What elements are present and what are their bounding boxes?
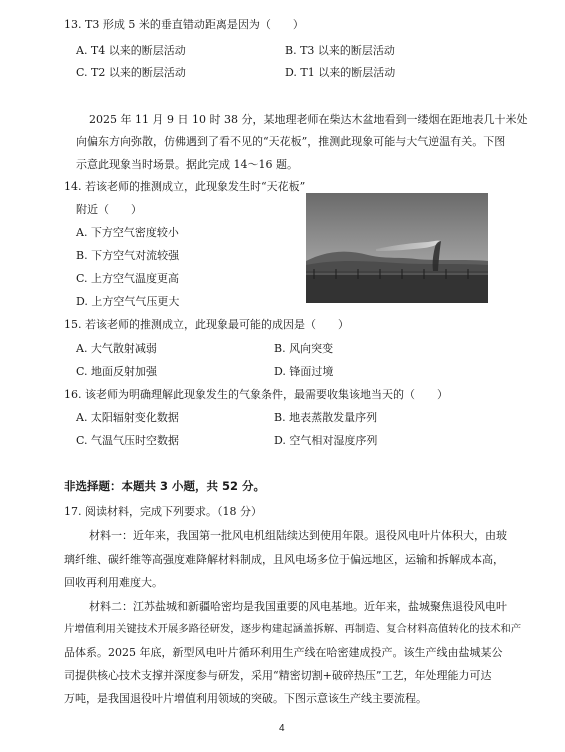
material-intro-line-2: 向偏东方向弥散，仿佛遇到了看不见的“天花板”，推测此现象可能与大气逆温有关。下图 xyxy=(76,135,506,148)
section-heading: 非选择题：本题共 3 小题，共 52 分。 xyxy=(64,479,266,493)
q15-option-c: C. 地面反射加强 xyxy=(76,365,158,378)
material-intro-line-3: 示意此现象当时场景。据此完成 14～16 题。 xyxy=(76,158,298,171)
q14-option-c: C. 上方空气温度更高 xyxy=(76,272,180,285)
material-intro-line-1: 2025 年 11 月 9 日 10 时 38 分，某地理老师在柴达木盆地看到一缕烟在距地表几十米处 xyxy=(89,113,528,126)
q13-option-b: B. T3 以来的断层活动 xyxy=(285,44,395,57)
q15-stem: 15. 若该老师的推测成立，此现象最可能的成因是（ ） xyxy=(64,318,349,331)
q15-option-b: B. 风向突变 xyxy=(274,342,334,355)
q17-material-2-line-1: 材料二：江苏盐城和新疆哈密均是我国重要的风电基地。近年来，盐城聚焦退役风电叶 xyxy=(89,600,507,613)
q17-material-2-line-5: 万吨，是我国退役叶片增值利用领域的突破。下图示意该生产线主要流程。 xyxy=(64,692,427,705)
q13-option-a: A. T4 以来的断层活动 xyxy=(76,44,186,57)
q14-option-b: B. 下方空气对流较强 xyxy=(76,249,180,262)
q14-stem-line-2: 附近（ ） xyxy=(76,203,142,216)
q16-option-b: B. 地表蒸散发量序列 xyxy=(274,411,378,424)
q17-material-2-line-3: 品体系。2025 年底，新型风电叶片循环利用生产线在哈密建成投产。该生产线由盐城某公 xyxy=(64,646,503,659)
q17-material-2-line-2: 片增值利用关键技术开展多路径研发，逐步构建起涵盖拆解、再制造、复合材料高值转化的技术和产 xyxy=(64,623,522,635)
q13-stem: 13. T3 形成 5 米的垂直错动距离是因为（ ） xyxy=(64,18,304,31)
q17-material-2-line-4: 司提供核心技术支撑并深度参与研发，采用“精密切割+破碎热压”工艺，年处理能力可达 xyxy=(64,669,492,682)
smoke-scene-illustration xyxy=(306,193,488,303)
q16-option-a: A. 太阳辐射变化数据 xyxy=(76,411,179,424)
q16-option-c: C. 气温气压时空数据 xyxy=(76,434,180,447)
smoke-scene-photo xyxy=(306,193,488,303)
page-number: 4 xyxy=(279,723,285,734)
q14-option-d: D. 上方空气气压更大 xyxy=(76,295,180,308)
q15-option-d: D. 锋面过境 xyxy=(274,365,334,378)
q14-stem-line-1: 14. 若该老师的推测成立，此现象发生时“天花板” xyxy=(64,180,306,193)
q17-material-1-line-1: 材料一：近年来，我国第一批风电机组陆续达到使用年限。退役风电叶片体积大，由玻 xyxy=(89,529,507,542)
q13-option-d: D. T1 以来的断层活动 xyxy=(285,66,396,79)
q14-option-a: A. 下方空气密度较小 xyxy=(76,226,179,239)
q16-stem: 16. 该老师为明确理解此现象发生的气象条件，最需要收集该地当天的（ ） xyxy=(64,388,448,401)
q13-option-c: C. T2 以来的断层活动 xyxy=(76,66,186,79)
q16-option-d: D. 空气相对湿度序列 xyxy=(274,434,378,447)
q15-option-a: A. 大气散射减弱 xyxy=(76,342,157,355)
q17-stem: 17. 阅读材料，完成下列要求。（18 分） xyxy=(64,505,262,518)
q17-material-1-line-3: 回收再利用难度大。 xyxy=(64,576,163,589)
q17-material-1-line-2: 璃纤维、碳纤维等高强度难降解材料制成，且风电场多位于偏远地区，运输和拆解成本高， xyxy=(64,553,504,566)
